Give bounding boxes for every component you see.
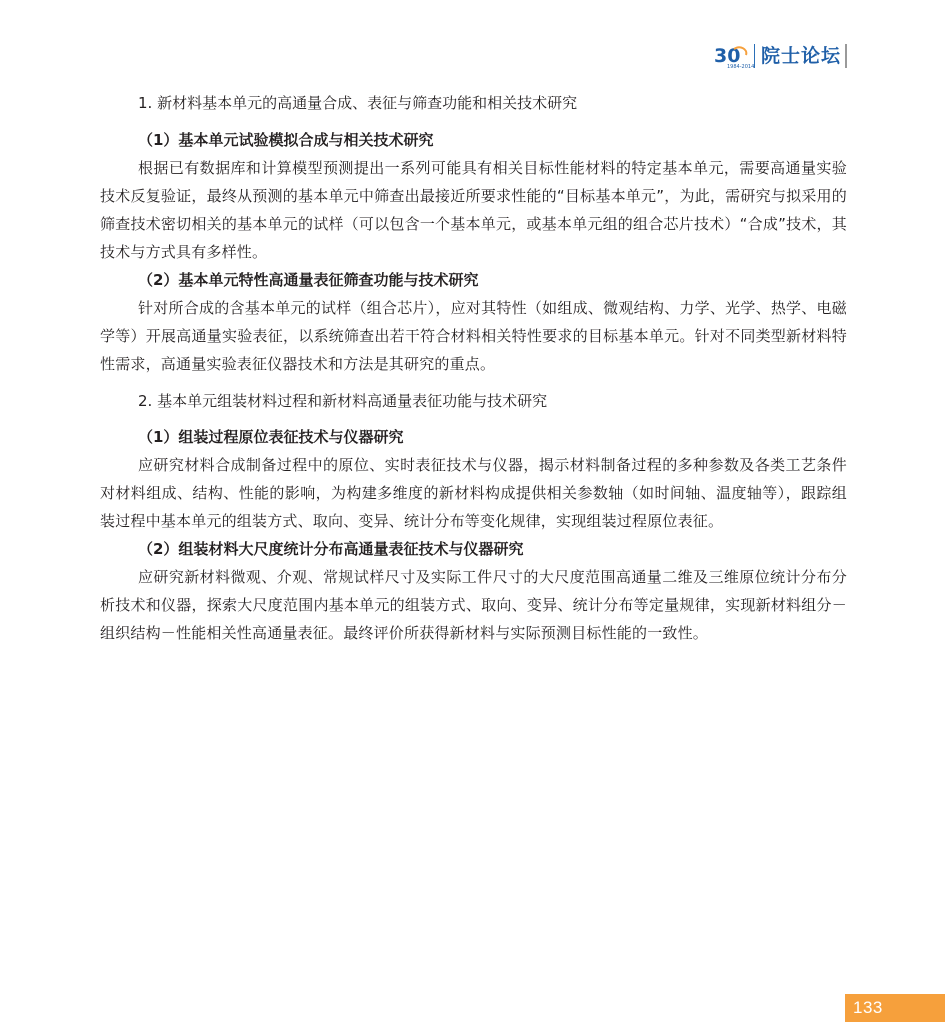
section-heading: 1. 新材料基本单元的高通量合成、表征与筛查功能和相关技术研究: [138, 94, 578, 112]
anniversary-logo: [713, 43, 755, 70]
paragraph: 根据已有数据库和计算模型预测提出一系列可能具有相关目标性能材料的特定基本单元，需要高通量实验技术反复验证，最终从预测的基本单元中筛查出最接近所要求性能的“目标基本单元”，为此，需研究与拟采用的筛查技术密切相关的基本单元的试样（可以包含一个基本单元，或基本单元组的组合芯片技术）“合成”技术，其技术与方式具有多样性。: [100, 159, 847, 261]
page-number-tab: [845, 994, 945, 1022]
subsection-heading: （1）组装过程原位表征技术与仪器研究: [138, 428, 404, 446]
subsection-heading: （2）基本单元特性高通量表征筛查功能与技术研究: [138, 271, 479, 289]
paragraph: 应研究材料合成制备过程中的原位、实时表征技术与仪器，揭示材料制备过程的多种参数及各类工艺条件对材料组成、结构、性能的影响，为构建多维度的新材料构成提供相关参数轴（如时间轴、温度轴等），跟踪组装过程中基本单元的组装方式、取向、变异、统计分布等变化规律，实现组装过程原位表征。: [100, 456, 847, 530]
paragraph: 应研究新材料微观、介观、常规试样尺寸及实际工件尺寸的大尺度范围高通量二维及三维原位统计分布分析技术和仪器，探索大尺度范围内基本单元的组装方式、取向、变异、统计分布等定量规律，实现新材料组分－组织结构－性能相关性高通量表征。最终评价所获得新材料与实际预测目标性能的一致性。: [100, 568, 847, 642]
page-number: 133: [853, 998, 883, 1017]
article-body: [100, 88, 847, 647]
logo-number: 30: [713, 45, 741, 67]
subsection-heading: （1）基本单元试验模拟合成与相关技术研究: [138, 131, 434, 149]
column-title: 院士论坛: [760, 44, 841, 67]
logo-caption: 1984-2014: [726, 64, 755, 70]
paragraph: 针对所合成的含基本单元的试样（组合芯片），应对其特性（如组成、微观结构、力学、光学、热学、电磁学等）开展高通量实验表征，以系统筛查出若干符合材料相关特性要求的目标基本单元。针对不同类型新材料特性需求，高通量实验表征仪器技术和方法是其研究的重点。: [100, 299, 847, 373]
subsection-heading: （2）组装材料大尺度统计分布高通量表征技术与仪器研究: [138, 540, 524, 558]
page-header: [714, 42, 847, 70]
section-heading: 2. 基本单元组装材料过程和新材料高通量表征功能与技术研究: [138, 392, 548, 410]
header-rule: [845, 44, 847, 68]
